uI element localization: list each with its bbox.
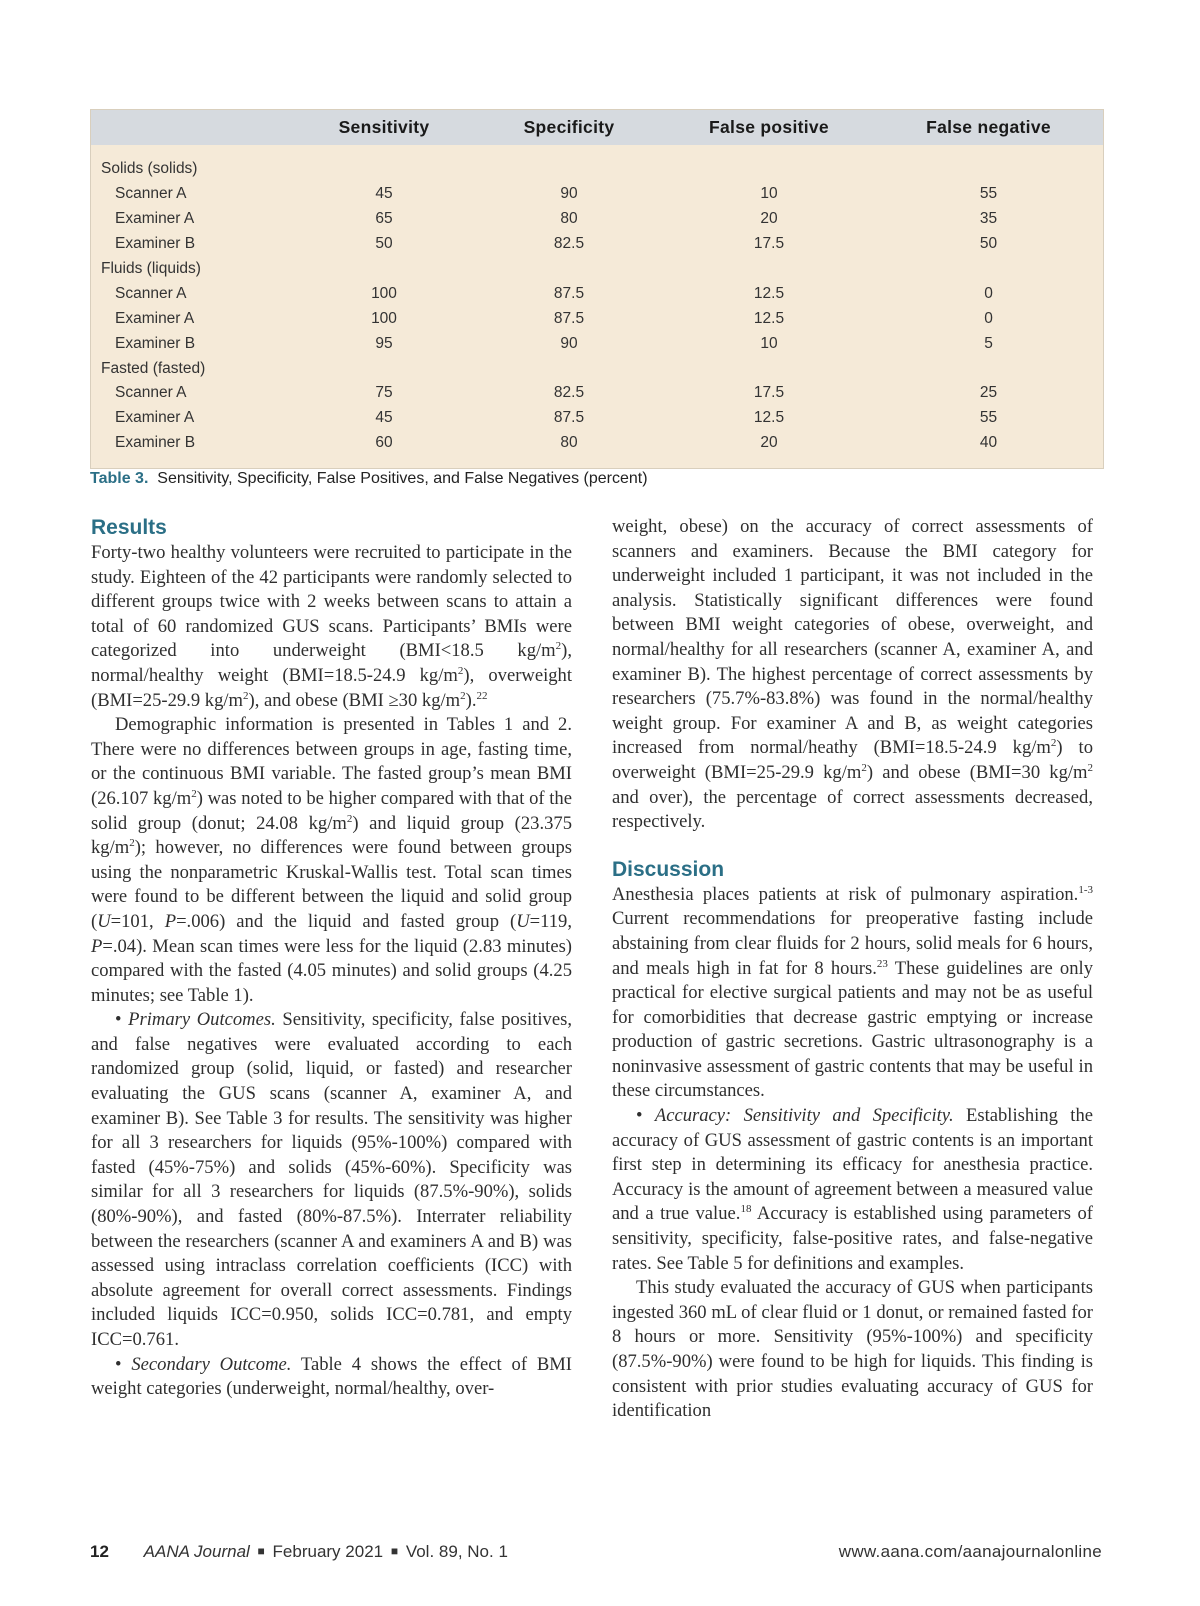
table-row: [91, 207, 1103, 232]
cell-specificity: 87.5: [553, 284, 585, 302]
separator-square: ■: [257, 1544, 265, 1558]
row-label: Examiner B: [115, 235, 196, 253]
cell-false-positive: 12.5: [753, 284, 785, 302]
cell-sensitivity: 50: [375, 235, 393, 253]
cell-false-negative: 40: [979, 434, 998, 452]
table-spacer: [91, 456, 1103, 468]
table-caption: [90, 470, 1102, 488]
results-table: [91, 110, 1103, 468]
cell-false-negative: 0: [984, 284, 993, 302]
cell-specificity: 80: [560, 210, 578, 228]
table-header-sensitivity: Sensitivity: [294, 110, 474, 145]
row-label: Scanner A: [115, 284, 187, 302]
cell-false-positive: 12.5: [753, 309, 785, 327]
discussion-heading: Discussion: [612, 857, 725, 881]
table-row: [91, 306, 1103, 331]
cell-sensitivity: 100: [371, 309, 397, 327]
group-label: Fasted (fasted): [101, 359, 206, 377]
table-row: [91, 431, 1103, 456]
cell-false-positive: 20: [760, 434, 778, 452]
row-label: Examiner A: [115, 309, 195, 327]
row-label: Examiner B: [115, 434, 196, 452]
accuracy-title: Accuracy: Sensitivity and Specificity.: [654, 1105, 954, 1127]
table-header-false-negative: False negative: [874, 110, 1103, 145]
cell-false-negative: 5: [984, 334, 993, 352]
volume-number: Vol. 89, No. 1: [405, 1542, 508, 1561]
cell-sensitivity: 45: [375, 409, 393, 427]
cell-false-negative: 35: [979, 210, 998, 228]
table-spacer: [91, 145, 1103, 157]
cell-false-positive: 17.5: [753, 235, 785, 253]
cell-false-negative: 55: [979, 185, 998, 203]
table-header-row: [91, 110, 1103, 145]
table-row: [91, 182, 1103, 207]
journal-url[interactable]: www.aana.com/aanajournalonline: [838, 1542, 1102, 1561]
results-paragraph-2: Demographic information is presented in Tables 1 and 2. There were no differences between groups in age, fasting time, or the continuous BMI variable. The fasted group’s mean BMI (26.107 $kg/m^2$) was noted to be higher compared with that of the solid group (donut; 24.08 $kg/m^2$) and liquid group (23.375 $kg/m^2$); however, no differences were found between groups using the nonparametric Kruskal-Wallis test. Total scan times were found to be different between the liquid and solid group (U=101, P=.006) and the liquid and fasted group (U=119, P=.04). Mean scan times were less for the liquid (2.83 minutes) compared with the fasted (4.05 minutes) and solid groups (4.25 minutes; see Table 1).: [91, 714, 572, 1006]
cell-false-positive: 12.5: [753, 409, 785, 427]
table-header-false-positive: False positive: [664, 110, 874, 145]
row-label: Examiner A: [115, 409, 195, 427]
group-label: Solids (solids): [101, 160, 198, 178]
cell-specificity: 87.5: [553, 409, 585, 427]
row-label: Examiner A: [115, 210, 195, 228]
issue-date: February 2021: [272, 1542, 384, 1561]
journal-name: AANA Journal: [143, 1542, 250, 1561]
discussion-paragraph-3: This study evaluated the accuracy of GUS when participants ingested 360 mL of clear fluid or 1 donut, or remained fasted for 8 hours or more. Sensitivity (95%-100%) and specificity (87.5%-90%) were found to be high for liquids. This finding is consistent with prior studies evaluating accuracy of GUS for identification: [612, 1277, 1093, 1422]
cell-specificity: 90: [560, 334, 578, 352]
cell-specificity: 90: [560, 185, 578, 203]
discussion-paragraph-1: Anesthesia places patients at risk of pulmonary aspiration.$^{1-3}$ Current recommendations for preoperative fasting include abstaining from clear fluids for 2 hours, solid meals for 6 hours, and meals high in fat for 8 hours.$^{23}$ These guidelines are only practical for elective surgical patients and may not be as useful for comorbidities that decrease gastric emptying or increase production of gastric secretions. Gastric ultrasonography is a noninvasive assessment of gastric contents that may be useful in these circumstances.: [612, 883, 1093, 1102]
group-label: Fluids (liquids): [101, 260, 201, 277]
separator-square: ■: [390, 1544, 399, 1558]
cell-false-negative: 25: [979, 384, 998, 402]
cell-false-positive: 10: [760, 185, 778, 203]
table-header-specificity: Specificity: [474, 110, 664, 145]
results-heading: Results: [91, 516, 167, 539]
cell-sensitivity: 95: [375, 334, 393, 352]
table-group-row: [91, 157, 1103, 182]
cell-sensitivity: 60: [375, 434, 393, 452]
table-row: [91, 232, 1103, 257]
table-row: [91, 406, 1103, 431]
row-label: Scanner A: [115, 384, 187, 402]
row-label: Scanner A: [115, 185, 187, 203]
cell-false-negative: 50: [979, 235, 998, 253]
left-column: [91, 515, 572, 1402]
cell-sensitivity: 45: [375, 185, 393, 203]
results-table-container: [90, 109, 1104, 469]
results-paragraph-1: Forty-two healthy volunteers were recruited to participate in the study. Eighteen of the 42 participants were randomly selected to different groups twice with 2 weeks between scans to attain a total of 60 randomized GUS scans. Participants’ BMIs were categorized into underweight (BMI<18.5 $kg/m^2$), normal/healthy weight (BMI=18.5-24.9 $kg/m^2$), overweight (BMI=25-29.9 $kg/m^2$), and obese (BMI ≥30 $kg/m^2).^{22}$: [91, 542, 572, 711]
page-footer: [90, 1542, 1102, 1562]
table-row: [91, 281, 1103, 306]
cell-specificity: 80: [560, 434, 578, 452]
cell-sensitivity: 65: [375, 210, 393, 228]
cell-specificity: 82.5: [553, 384, 585, 402]
primary-outcomes-paragraph: • Primary Outcomes. Sensitivity, specificity, false positives, and false negatives were evaluated according to each randomized group (solid, liquid, or fasted) and researcher evaluating the GUS scans (scanner A, examiner A, and examiner B). See Table 3 for results. The sensitivity was higher for all 3 researchers for liquids (95%-100%) compared with fasted (45%-75%) and solids (45%-60%). Specificity was similar for all 3 researchers for liquids (87.5%-90%), solids (80%-90%), and fasted (80%-87.5%). Interrater reliability between the researchers (scanner A and examiners A and B) was assessed using intraclass correlation coefficients (ICC) with absolute agreement for overall correct assessments. Findings included liquids ICC=0.950, solids ICC=0.781, and empty ICC=0.761.: [91, 1009, 572, 1350]
right-column: [612, 515, 1093, 1424]
cell-sensitivity: 75: [375, 384, 393, 402]
accuracy-paragraph: • Accuracy: Sensitivity and Specificity. Establishing the accuracy of GUS assessment of gastric contents is an important first step in determining its efficacy for anesthesia practice. Accuracy is the amount of agreement between a measured value and a true value.$^{18}$ Accuracy is established using parameters of sensitivity, specificity, false-positive rates, and false-negative rates. See Table 5 for definitions and examples.: [612, 1105, 1093, 1274]
secondary-outcome-title: Secondary Outcome.: [131, 1353, 292, 1375]
secondary-outcome-continued: weight, obese) on the accuracy of correct assessments of scanners and examiners. Because the BMI category for underweight included 1 participant, it was not included in the analysis. Statistically significant differences were found between BMI weight categories of obese, overweight, and normal/healthy for all researchers (scanner A, examiner A, and examiner B). The highest percentage of correct assessments by researchers (75.7%-83.8%) was found in the normal/healthy weight group. For examiner A and B, as weight categories increased from normal/heathy (BMI=18.5-24.9 $kg/m^2$) to overweight (BMI=25-29.9 $kg/m^2$) and obese (BMI=30 $kg/m^2$ and over), the percentage of correct assessments decreased, respectively.: [612, 516, 1094, 833]
table-header-blank: [91, 110, 294, 145]
cell-false-positive: 20: [760, 210, 778, 228]
table-group-row: [91, 257, 1103, 282]
cell-sensitivity: 100: [371, 284, 397, 302]
table-group-row: [91, 356, 1103, 381]
table-caption-label: Table 3.: [90, 470, 149, 487]
cell-specificity: 87.5: [553, 309, 585, 327]
table-row: [91, 381, 1103, 406]
cell-false-negative: 55: [979, 409, 998, 427]
cell-false-positive: 10: [760, 334, 778, 352]
cell-false-negative: 0: [984, 309, 993, 327]
primary-outcomes-title: Primary Outcomes.: [128, 1009, 276, 1031]
page-number: 12: [90, 1542, 109, 1561]
table-row: [91, 331, 1103, 356]
table-caption-text: Sensitivity, Specificity, False Positives, and False Negatives (percent): [157, 470, 648, 487]
cell-specificity: 82.5: [553, 235, 585, 253]
secondary-outcome-paragraph: • Secondary Outcome. Table 4 shows the effect of BMI weight categories (underweight, normal/healthy, over-: [91, 1353, 572, 1400]
row-label: Examiner B: [115, 334, 196, 352]
cell-false-positive: 17.5: [753, 384, 785, 402]
